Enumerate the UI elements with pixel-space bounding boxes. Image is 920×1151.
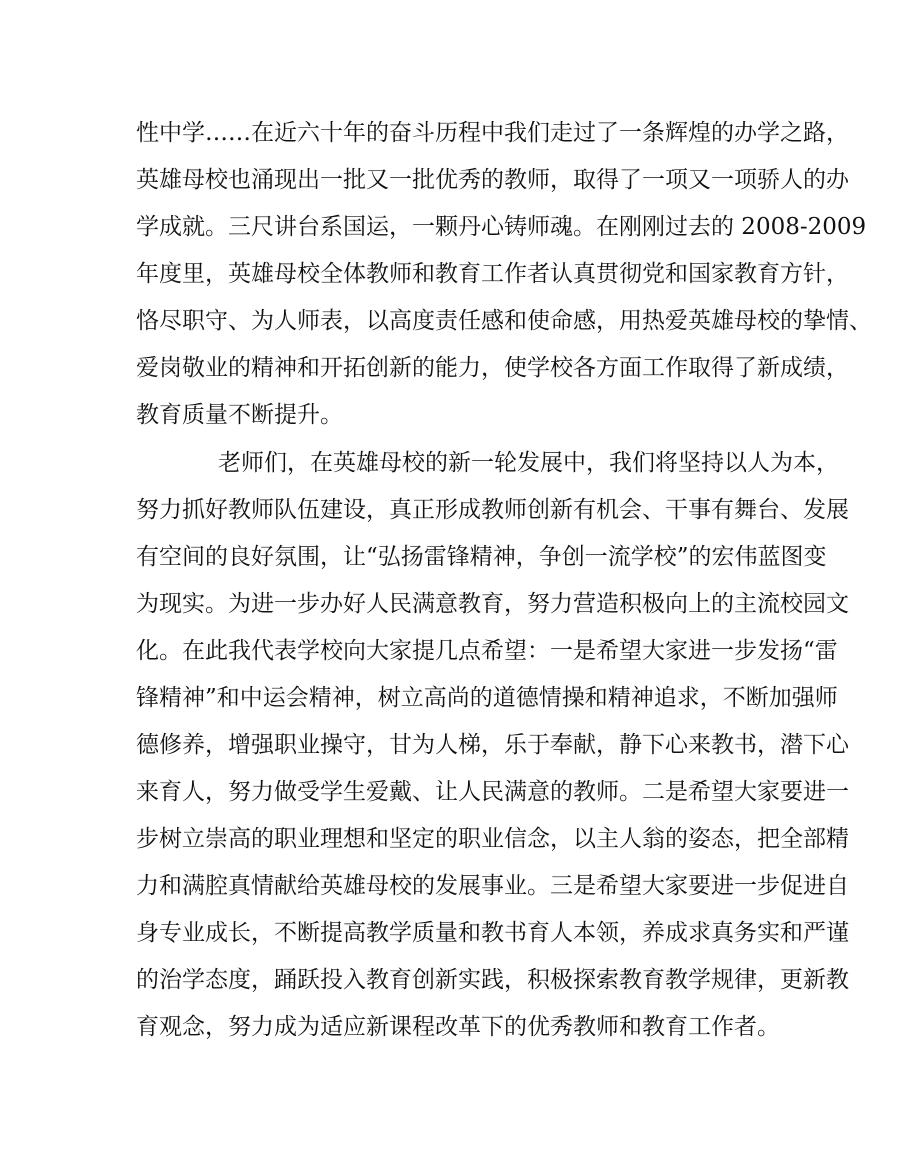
paragraph-line: 来育人，努力做受学生爱戴、让人民满意的教师。二是希望大家要进一 [136,779,849,805]
paragraph-continued [136,110,872,439]
paragraph-line: 年度里，英雄母校全体教师和教育工作者认真贯彻党和国家教育方针， [136,261,849,287]
paragraph-teachers [136,440,849,1051]
paragraph-line: 力和满腔真情献给英雄母校的发展事业。三是希望大家要进一步促进自 [136,873,849,899]
paragraph-line: 爱岗敬业的精神和开拓创新的能力，使学校各方面工作取得了新成绩， [136,355,849,381]
paragraph-line: 德修养，增强职业操守，甘为人梯，乐于奉献，静下心来教书，潜下心 [136,732,849,758]
paragraph-line: 为现实。为进一步办好人民满意教育，努力营造积极向上的主流校园文 [136,591,849,617]
paragraph-line: 身专业成长，不断提高教学质量和教书育人本领，养成求真务实和严谨 [136,920,849,946]
paragraph-line: 恪尽职守、为人师表，以高度责任感和使命感，用热爱英雄母校的挚情、 [136,308,872,334]
paragraph-line: 学成就。三尺讲台系国运，一颗丹心铸师魂。在刚刚过去的 2008-2009 [136,214,867,240]
paragraph-line: 性中学……在近六十年的奋斗历程中我们走过了一条辉煌的办学之路， [136,120,849,146]
paragraph-line: 锋精神”和中运会精神，树立高尚的道德情操和精神追求，不断加强师 [136,685,838,711]
paragraph-line: 步树立崇高的职业理想和坚定的职业信念，以主人翁的姿态，把全部精 [136,826,849,852]
paragraph-line: 努力抓好教师队伍建设，真正形成教师创新有机会、干事有舞台、发展 [136,497,849,523]
paragraph-line: 有空间的良好氛围，让“弘扬雷锋精神，争创一流学校”的宏伟蓝图变 [136,544,827,570]
paragraph-first-line: 老师们，在英雄母校的新一轮发展中，我们将坚持以人为本， [218,450,839,476]
paragraph-line: 化。在此我代表学校向大家提几点希望：一是希望大家进一步发扬“雷 [136,638,838,664]
paragraph-line: 英雄母校也涌现出一批又一批优秀的教师，取得了一项又一项骄人的办 [136,167,849,193]
paragraph-line: 的治学态度，踊跃投入教育创新实践，积极探索教育教学规律，更新教 [136,967,849,993]
paragraph-line: 教育质量不断提升。 [136,402,343,428]
paragraph-line: 育观念，努力成为适应新课程改革下的优秀教师和教育工作者。 [136,1014,780,1040]
